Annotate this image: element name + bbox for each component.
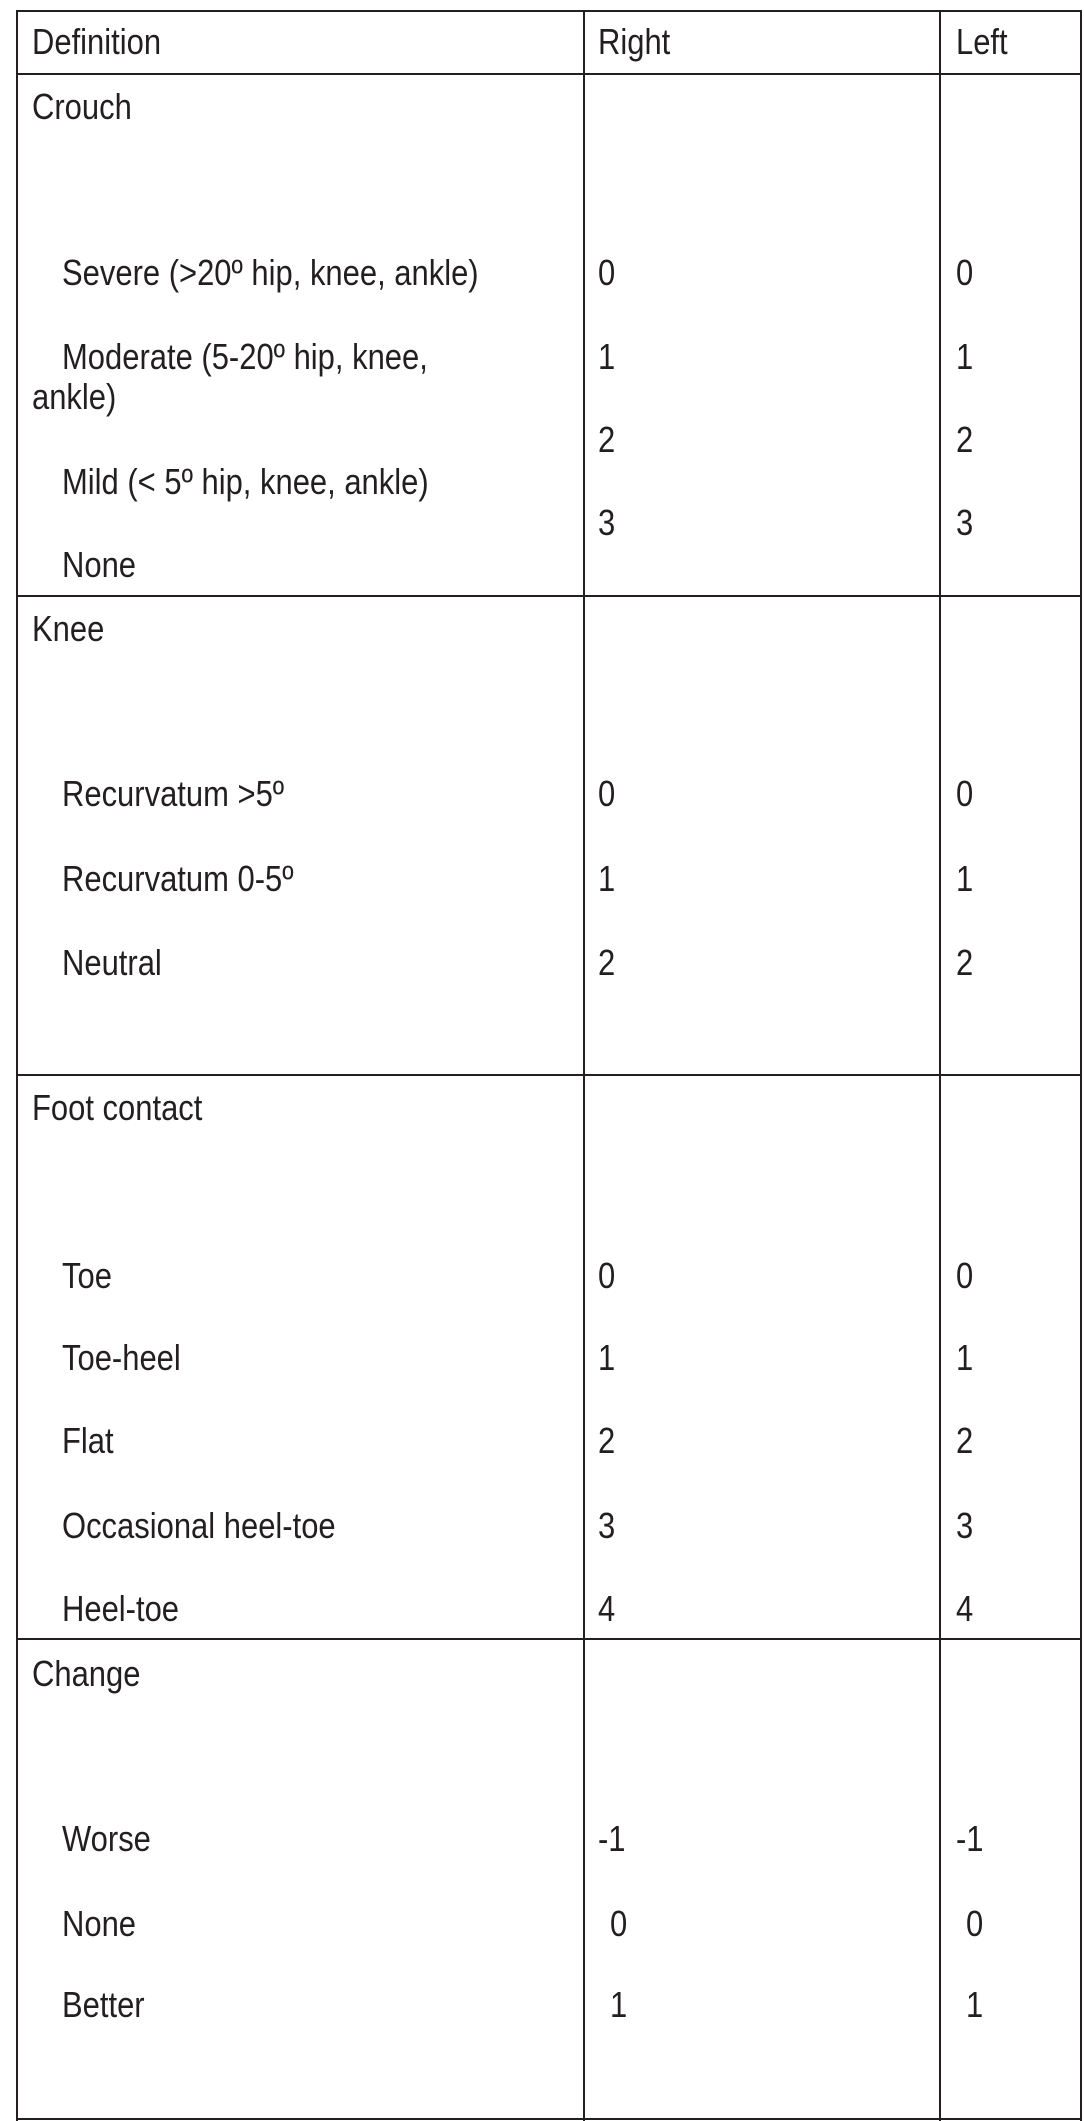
right-score: 4 <box>598 1588 616 1629</box>
left-score: 0 <box>966 1903 984 1944</box>
item-label: Mild (< 5º hip, knee, ankle) <box>62 461 429 502</box>
table-border-left <box>16 10 18 2121</box>
table-border-bottom <box>16 2118 1082 2120</box>
right-score: -1 <box>598 1818 626 1859</box>
left-score: 1 <box>966 1984 984 2025</box>
right-score: 2 <box>598 1420 616 1461</box>
item-label: Better <box>62 1984 145 2025</box>
row-divider <box>16 1638 1082 1640</box>
item-label-wrap: ankle) <box>32 376 117 417</box>
left-score: 2 <box>956 419 974 460</box>
left-score: 1 <box>956 858 974 899</box>
item-label: None <box>62 544 137 585</box>
left-score: 1 <box>956 1337 974 1378</box>
section-title: Knee <box>32 608 105 649</box>
row-divider <box>16 595 1082 597</box>
item-label: Worse <box>62 1818 151 1859</box>
row-divider <box>16 1074 1082 1076</box>
header-definition: Definition <box>32 21 162 62</box>
item-label: Flat <box>62 1420 114 1461</box>
left-score: 2 <box>956 1420 974 1461</box>
section-title: Foot contact <box>32 1087 203 1128</box>
item-label: Recurvatum 0-5º <box>62 858 294 899</box>
left-score: 0 <box>956 773 974 814</box>
right-score: 2 <box>598 419 616 460</box>
item-label: None <box>62 1903 137 1944</box>
item-label: Heel-toe <box>62 1588 180 1629</box>
section-title: Change <box>32 1653 141 1694</box>
item-label: Recurvatum >5º <box>62 773 285 814</box>
right-score: 1 <box>598 336 616 377</box>
right-score: 1 <box>610 1984 628 2025</box>
item-label: Severe (>20º hip, knee, ankle) <box>62 252 479 293</box>
item-label: Neutral <box>62 942 162 983</box>
right-score: 1 <box>598 858 616 899</box>
item-label: Occasional heel-toe <box>62 1505 336 1546</box>
left-score: 4 <box>956 1588 974 1629</box>
table-border-top <box>16 10 1082 12</box>
item-label: Toe <box>62 1255 112 1296</box>
table-border-right <box>1080 10 1082 2121</box>
right-score: 0 <box>598 1255 616 1296</box>
column-divider <box>583 10 585 2121</box>
left-score: 0 <box>956 1255 974 1296</box>
right-score: 3 <box>598 1505 616 1546</box>
item-label: Moderate (5-20º hip, knee, <box>62 336 428 377</box>
header-divider <box>16 73 1082 75</box>
left-score: -1 <box>956 1818 984 1859</box>
right-score: 2 <box>598 942 616 983</box>
right-score: 0 <box>598 773 616 814</box>
right-score: 3 <box>598 502 616 543</box>
item-label: Toe-heel <box>62 1337 181 1378</box>
left-score: 0 <box>956 252 974 293</box>
left-score: 1 <box>956 336 974 377</box>
right-score: 1 <box>598 1337 616 1378</box>
column-divider <box>939 10 941 2121</box>
left-score: 2 <box>956 942 974 983</box>
right-score: 0 <box>598 252 616 293</box>
section-title: Crouch <box>32 86 132 127</box>
left-score: 3 <box>956 1505 974 1546</box>
header-left: Left <box>956 21 1008 62</box>
header-right: Right <box>598 21 671 62</box>
left-score: 3 <box>956 502 974 543</box>
right-score: 0 <box>610 1903 628 1944</box>
